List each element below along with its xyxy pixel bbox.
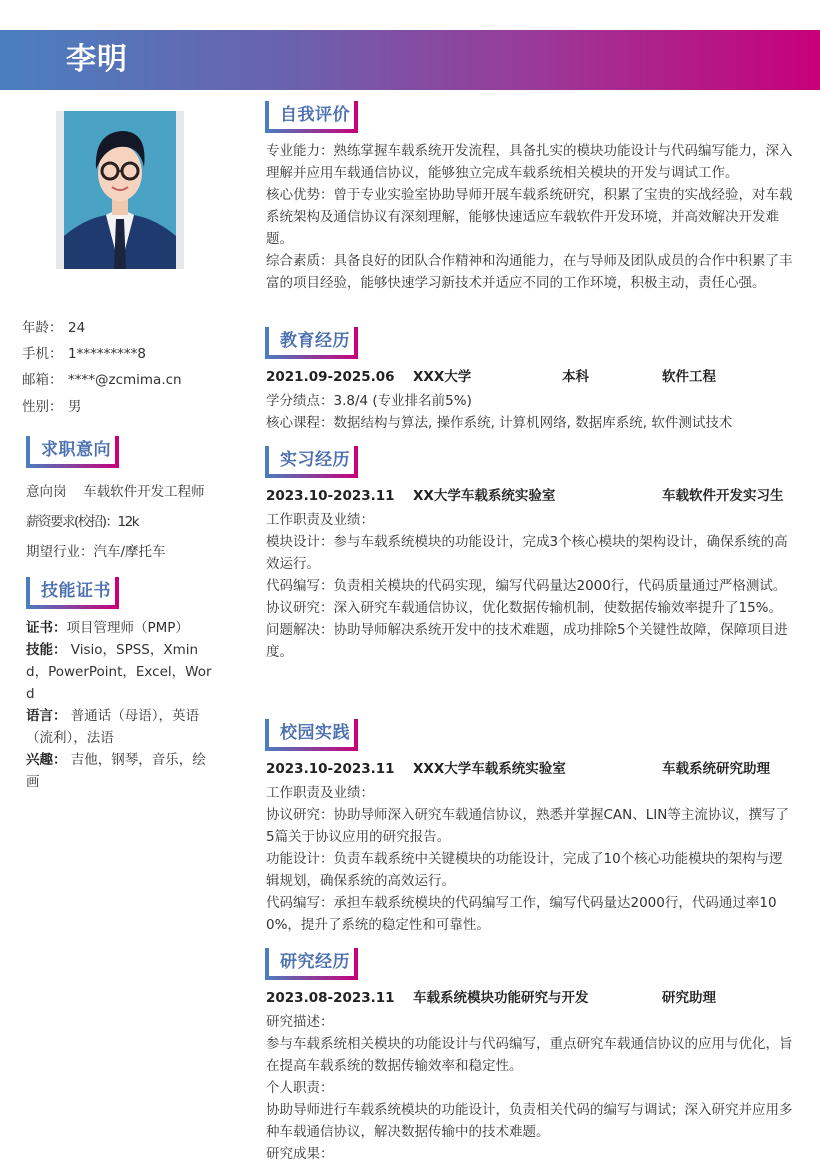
email-label: 邮箱：: [22, 372, 63, 388]
education-degree: 本科: [562, 369, 589, 385]
campus-line: 协议研究：协助导师深入研究车载通信协议，熟悉并掌握CAN、LIN等主流协议，撰写了5篇关于协议应用的研究报告。: [266, 807, 789, 845]
candidate-name: 李明: [66, 42, 128, 77]
phone-label: 手机：: [22, 346, 63, 362]
research-role: 研究助理: [662, 990, 716, 1006]
education-courses: 核心课程：数据结构与算法, 操作系统, 计算机网络, 数据库系统, 软件测试技术: [266, 415, 733, 431]
profile-photo: [56, 111, 184, 269]
research-line: 协助导师进行车载系统模块的功能设计，负责相关代码的编写与调试；深入研究并应用多种车载通信协议，解决数据传输中的技术难题。: [266, 1102, 793, 1140]
intent-industry: [26, 541, 216, 563]
gender-value: 男: [68, 399, 82, 415]
skill-item-skills: 技能： Visio，SPSS，Xmind，PowerPoint，Excel，Word: [26, 642, 212, 702]
gender-row: [22, 397, 82, 417]
campus-org: XXX大学车载系统实验室: [413, 761, 566, 777]
education-school: XXX大学: [413, 369, 472, 385]
self-eval-paragraph: 核心优势：曾于专业实验室协助导师开展车载系统研究，积累了宝贵的实战经验，对车载系统架构及通信协议有深刻理解，能够快速适应车载软件开发环境，并高效解决开发难题。: [266, 187, 793, 247]
research-details: [266, 1011, 796, 1160]
research-line: 参与车载系统相关模块的功能设计与代码编写，重点研究车载通信协议的应用与优化，旨在提高车载系统的数据传输效率和稳定性。: [266, 1036, 793, 1074]
gender-label: 性别：: [22, 399, 63, 415]
internship-details: [266, 509, 796, 663]
education-entry-header: [266, 366, 806, 388]
campus-entry-header: [266, 758, 806, 780]
research-line: 个人职责：: [266, 1080, 334, 1096]
intent-industry-label: 期望行业：: [26, 544, 94, 560]
campus-line: 代码编写：承担车载系统模块的代码编写工作，编写代码量达2000行，代码通过率100%，提升了系统的稳定性和可靠性。: [266, 895, 777, 933]
internship-org: XX大学车载系统实验室: [413, 488, 556, 504]
intent-position-label: 意向岗: [26, 484, 67, 500]
age-row: [22, 318, 85, 338]
research-line: 研究描述：: [266, 1014, 334, 1030]
internship-role: 车载软件开发实习生: [662, 488, 784, 504]
section-title-research: 研究经历: [265, 948, 358, 980]
self-eval-paragraph: 综合素质：具备良好的团队合作精神和沟通能力，在与导师及团队成员的合作中积累了丰富的项目经验，能够快速学习新技术并适应不同的工作环境，积极主动，责任心强。: [266, 253, 793, 291]
age-label: 年龄：: [22, 320, 63, 336]
internship-entry-header: [266, 485, 806, 507]
email-value: ****@zcmima.cn: [68, 372, 182, 388]
internship-line: 协议研究：深入研究车载通信协议，优化数据传输机制，使数据传输效率提升了15%。: [266, 600, 783, 616]
skill-item-certificate: 证书：项目管理师（PMP）: [26, 620, 189, 636]
skill-item-language: 语言： 普通话（母语），英语（流利），法语: [26, 708, 200, 746]
section-title-skills: 技能证书: [26, 577, 119, 609]
intent-industry-value: 汽车/摩托车: [93, 544, 166, 560]
internship-line: 问题解决：协助导师解决系统开发中的技术难题，成功排除5个关键性故障，保障项目进度。: [266, 622, 788, 660]
internship-line: 模块设计：参与车载系统模块的功能设计，完成3个核心模块的架构设计，确保系统的高效运行。: [266, 534, 788, 572]
campus-date: 2023.10-2023.11: [266, 761, 395, 777]
phone-row: [22, 344, 146, 364]
campus-line: 工作职责及业绩：: [266, 785, 374, 801]
campus-role: 车载系统研究助理: [662, 761, 770, 777]
education-details: [266, 390, 796, 434]
section-title-education: 教育经历: [265, 327, 358, 359]
intent-position-value: 车载软件开发工程师: [83, 484, 205, 500]
skills-list: [26, 617, 216, 793]
section-title-job-intent: 求职意向: [26, 436, 119, 468]
age-value: 24: [68, 320, 86, 336]
research-line: 研究成果：: [266, 1146, 334, 1160]
internship-date: 2023.10-2023.11: [266, 488, 395, 504]
email-row: [22, 370, 182, 390]
internship-line: 代码编写：负责相关模块的代码实现，编写代码量达2000行，代码质量通过严格测试。: [266, 578, 787, 594]
research-entry-header: [266, 987, 806, 1009]
self-eval-body: [266, 140, 796, 294]
intent-position: [26, 481, 216, 503]
research-project: 车载系统模块功能研究与开发: [413, 990, 589, 1006]
phone-value: 1*********8: [68, 346, 146, 362]
education-major: 软件工程: [662, 369, 716, 385]
section-title-self-eval: 自我评价: [265, 101, 358, 133]
skill-item-hobbies: 兴趣： 吉他，钢琴，音乐，绘画: [26, 752, 206, 790]
internship-line: 工作职责及业绩：: [266, 512, 374, 528]
campus-line: 功能设计：负责车载系统中关键模块的功能设计，完成了10个核心功能模块的架构与逻辑规划，确保系统的高效运行。: [266, 851, 783, 889]
campus-details: [266, 782, 796, 936]
portrait-image: [64, 111, 176, 269]
intent-salary: [26, 511, 216, 533]
section-title-campus: 校园实践: [265, 719, 358, 751]
research-date: 2023.08-2023.11: [266, 990, 395, 1006]
education-date: 2021.09-2025.06: [266, 369, 395, 385]
self-eval-paragraph: 专业能力：熟练掌握车载系统开发流程，具备扎实的模块功能设计与代码编写能力，深入理解并应用车载通信协议，能够独立完成车载系统相关模块的开发与调试工作。: [266, 143, 793, 181]
education-gpa: 学分绩点：3.8/4 (专业排名前5%): [266, 393, 472, 409]
section-title-internship: 实习经历: [265, 446, 358, 478]
intent-salary-text: 薪资要求(校招)：12k: [26, 514, 139, 530]
header-banner: [0, 30, 820, 90]
